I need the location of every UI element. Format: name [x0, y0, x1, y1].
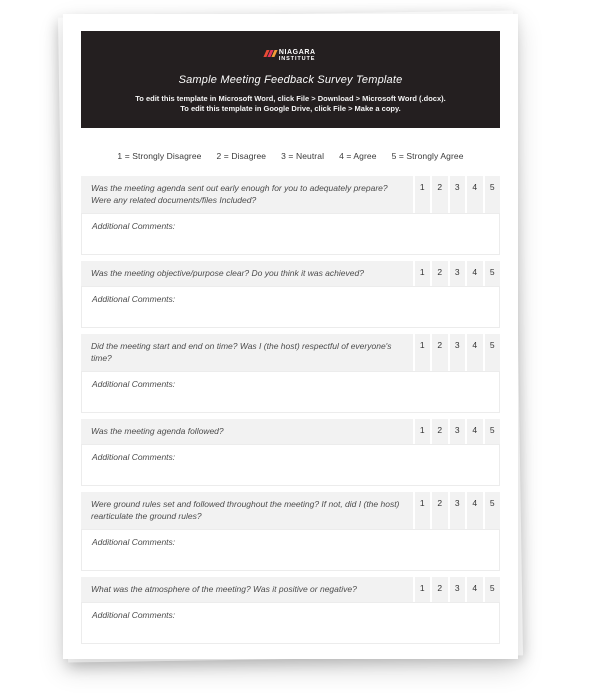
- rating-cell-5: 5: [485, 176, 501, 213]
- question-text: Was the meeting agenda sent out early enough for you to adequately prepare? Were any related documents/files Included?: [81, 176, 413, 213]
- rating-cell-4: 4: [467, 334, 483, 371]
- rating-cell-5: 5: [485, 419, 501, 444]
- comments-area: Additional Comments:: [81, 286, 500, 328]
- rating-cell-3: 3: [450, 492, 466, 529]
- logo-slashes-icon: [265, 50, 276, 57]
- rating-cell-2: 2: [432, 176, 448, 213]
- comments-area: Additional Comments:: [81, 371, 500, 413]
- legend-strongly-agree: 5 = Strongly Agree: [391, 151, 464, 161]
- rating-cell-3: 3: [450, 334, 466, 371]
- rating-cell-5: 5: [485, 334, 501, 371]
- rating-cell-1: 1: [415, 577, 431, 602]
- survey-template-page: [63, 14, 518, 659]
- rating-cell-4: 4: [467, 176, 483, 213]
- rating-cell-1: 1: [415, 176, 431, 213]
- logo-slash-orange: [272, 50, 278, 57]
- rating-cell-3: 3: [450, 176, 466, 213]
- logo-text: [279, 49, 316, 63]
- niagara-institute-logo: [265, 49, 315, 63]
- question-block-4: [81, 419, 500, 486]
- rating-cell-4: 4: [467, 419, 483, 444]
- question-text: What was the atmosphere of the meeting? Was it positive or negative?: [81, 577, 413, 602]
- question-block-1: [81, 176, 500, 255]
- rating-cell-4: 4: [467, 261, 483, 286]
- question-block-5: [81, 492, 500, 571]
- rating-cell-2: 2: [432, 577, 448, 602]
- rating-cell-5: 5: [485, 577, 501, 602]
- comments-area: Additional Comments:: [81, 529, 500, 571]
- comments-area: Additional Comments:: [81, 213, 500, 255]
- rating-cell-3: 3: [450, 261, 466, 286]
- comments-area: Additional Comments:: [81, 602, 500, 644]
- rating-cell-1: 1: [415, 334, 431, 371]
- question-blocks: [81, 176, 500, 644]
- header-band: [81, 31, 500, 128]
- rating-cell-2: 2: [432, 261, 448, 286]
- edit-instruction-word: To edit this template in Microsoft Word, click File > Download > Microsoft Word (.docx).: [135, 93, 446, 103]
- legend-agree: 4 = Agree: [339, 151, 377, 161]
- edit-instructions: [109, 94, 472, 115]
- rating-cell-5: 5: [485, 261, 501, 286]
- question-block-2: [81, 261, 500, 328]
- question-row: [81, 261, 500, 286]
- question-row: [81, 334, 500, 371]
- rating-cell-3: 3: [450, 419, 466, 444]
- question-row: [81, 492, 500, 529]
- logo-subname: INSTITUTE: [278, 56, 316, 62]
- question-row: [81, 419, 500, 444]
- rating-cell-2: 2: [432, 419, 448, 444]
- legend-neutral: 3 = Neutral: [281, 151, 325, 161]
- rating-cell-5: 5: [485, 492, 501, 529]
- document-title: Sample Meeting Feedback Survey Template: [178, 73, 403, 86]
- question-text: Was the meeting agenda followed?: [81, 419, 413, 444]
- question-text: Did the meeting start and end on time? Was I (the host) respectful of everyone's time?: [81, 334, 413, 371]
- rating-legend: [81, 151, 500, 161]
- rating-cell-1: 1: [415, 261, 431, 286]
- legend-disagree: 2 = Disagree: [216, 151, 267, 161]
- question-text: Was the meeting objective/purpose clear? Do you think it was achieved?: [81, 261, 413, 286]
- rating-cell-1: 1: [415, 419, 431, 444]
- question-block-3: [81, 334, 500, 413]
- comments-area: Additional Comments:: [81, 444, 500, 486]
- rating-cell-4: 4: [467, 577, 483, 602]
- question-row: [81, 176, 500, 213]
- question-row: [81, 577, 500, 602]
- rating-cell-3: 3: [450, 577, 466, 602]
- legend-strongly-disagree: 1 = Strongly Disagree: [117, 151, 202, 161]
- logo-name: NIAGARA: [278, 49, 316, 56]
- question-block-6: [81, 577, 500, 644]
- rating-cell-4: 4: [467, 492, 483, 529]
- rating-cell-2: 2: [432, 334, 448, 371]
- rating-cell-2: 2: [432, 492, 448, 529]
- edit-instruction-gdrive: To edit this template in Google Drive, click File > Make a copy.: [180, 104, 401, 113]
- question-text: Were ground rules set and followed throughout the meeting? If not, did I (the host) rearticulate the ground rules?: [81, 492, 413, 529]
- rating-cell-1: 1: [415, 492, 431, 529]
